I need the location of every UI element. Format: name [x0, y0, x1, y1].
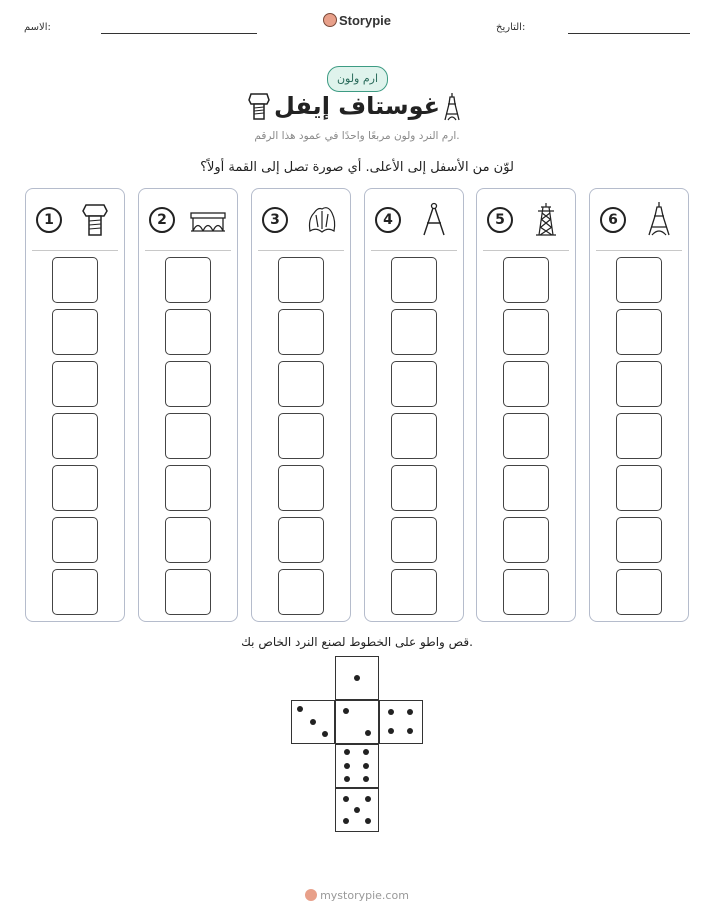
color-box[interactable]: [165, 257, 211, 303]
column-1: [25, 188, 125, 622]
column-divider: [258, 250, 344, 251]
footer: [0, 889, 714, 902]
name-line[interactable]: [101, 33, 257, 34]
color-box[interactable]: [52, 569, 98, 615]
brand-name: Storypie: [338, 13, 391, 28]
color-box[interactable]: [165, 465, 211, 511]
dice-pip: [365, 818, 371, 824]
color-box[interactable]: [391, 309, 437, 355]
dice-pip: [297, 706, 303, 712]
column-number: 6: [600, 207, 626, 233]
color-box[interactable]: [278, 465, 324, 511]
color-box[interactable]: [391, 517, 437, 563]
color-box[interactable]: [278, 413, 324, 459]
column-number: 3: [262, 207, 288, 233]
color-box[interactable]: [52, 465, 98, 511]
date-line[interactable]: [568, 33, 690, 34]
dice-pip: [407, 709, 413, 715]
brand-logo: [0, 13, 714, 28]
dice-pip: [363, 749, 369, 755]
color-box[interactable]: [165, 517, 211, 563]
storypie-logo-icon: [305, 889, 317, 901]
dice-face-2: [335, 700, 379, 744]
color-box[interactable]: [616, 413, 662, 459]
color-box[interactable]: [391, 465, 437, 511]
dice-pip: [388, 709, 394, 715]
footer-url: mystorypie.com: [320, 889, 409, 902]
dice-pip: [365, 796, 371, 802]
color-box[interactable]: [391, 361, 437, 407]
dice-pip: [363, 763, 369, 769]
eiffel-tower-icon: [441, 92, 463, 122]
color-box[interactable]: [278, 517, 324, 563]
color-box[interactable]: [503, 517, 549, 563]
color-box[interactable]: [52, 517, 98, 563]
dice-face-4: [379, 700, 423, 744]
color-box[interactable]: [391, 257, 437, 303]
dice-pip: [344, 763, 350, 769]
color-box[interactable]: [278, 569, 324, 615]
dice-pip: [310, 719, 316, 725]
color-box[interactable]: [616, 465, 662, 511]
tower-icon: [527, 201, 565, 239]
bolt-icon: [76, 201, 114, 239]
color-box[interactable]: [503, 465, 549, 511]
color-box[interactable]: [616, 569, 662, 615]
color-box[interactable]: [503, 413, 549, 459]
dice-face-1: [335, 656, 379, 700]
dice-pip: [344, 749, 350, 755]
color-box[interactable]: [503, 569, 549, 615]
eiffel-tower-icon: [640, 201, 678, 239]
dice-pip: [344, 776, 350, 782]
column-divider: [483, 250, 569, 251]
column-divider: [145, 250, 231, 251]
color-box[interactable]: [278, 361, 324, 407]
column-divider: [596, 250, 682, 251]
color-box[interactable]: [616, 309, 662, 355]
column-number: 5: [487, 207, 513, 233]
color-box[interactable]: [503, 361, 549, 407]
column-4: [364, 188, 464, 622]
color-box[interactable]: [165, 361, 211, 407]
color-box[interactable]: [278, 309, 324, 355]
column-2: [138, 188, 238, 622]
page-title: غوستاف إيفل: [273, 92, 441, 120]
dice-pip: [322, 731, 328, 737]
cut-instruction: قص واطو على الخطوط لصنع النرد الخاص بك.: [241, 635, 473, 649]
color-box[interactable]: [165, 569, 211, 615]
dice-pip: [407, 728, 413, 734]
color-box[interactable]: [616, 517, 662, 563]
color-box[interactable]: [503, 309, 549, 355]
color-box[interactable]: [52, 361, 98, 407]
dice-pip: [343, 708, 349, 714]
column-divider: [371, 250, 457, 251]
color-box[interactable]: [165, 309, 211, 355]
dice-pip: [354, 807, 360, 813]
color-box[interactable]: [391, 413, 437, 459]
color-box[interactable]: [391, 569, 437, 615]
color-box[interactable]: [52, 413, 98, 459]
dice-pip: [343, 818, 349, 824]
dice-pip: [365, 730, 371, 736]
cloth-icon: [302, 201, 340, 239]
instruction: لوّن من الأسفل إلى الأعلى. أي صورة تصل إلى القمة أولاً؟: [200, 160, 514, 175]
storypie-logo-icon: [323, 13, 337, 27]
dice-pip: [354, 675, 360, 681]
column-divider: [32, 250, 118, 251]
bridge-icon: [189, 201, 227, 239]
activity-badge: ارم ولون: [327, 66, 388, 92]
color-box[interactable]: [52, 257, 98, 303]
compass-icon: [415, 201, 453, 239]
color-box[interactable]: [52, 309, 98, 355]
color-box[interactable]: [278, 257, 324, 303]
color-box[interactable]: [616, 361, 662, 407]
column-3: [251, 188, 351, 622]
date-label: التاريخ:: [496, 22, 526, 33]
dice-pip: [388, 728, 394, 734]
color-box[interactable]: [616, 257, 662, 303]
color-box[interactable]: [503, 257, 549, 303]
dice-pip: [363, 776, 369, 782]
column-6: [589, 188, 689, 622]
name-label: الاسم:: [24, 22, 51, 33]
column-number: 1: [36, 207, 62, 233]
column-number: 4: [375, 207, 401, 233]
dice-face-3: [291, 700, 335, 744]
column-5: [476, 188, 576, 622]
subtitle: ارم النرد ولون مربعًا واحدًا في عمود هذا الرقم.: [254, 130, 460, 142]
dice-face-5: [335, 788, 379, 832]
dice-face-6: [335, 744, 379, 788]
color-box[interactable]: [165, 413, 211, 459]
column-number: 2: [149, 207, 175, 233]
dice-pip: [343, 796, 349, 802]
